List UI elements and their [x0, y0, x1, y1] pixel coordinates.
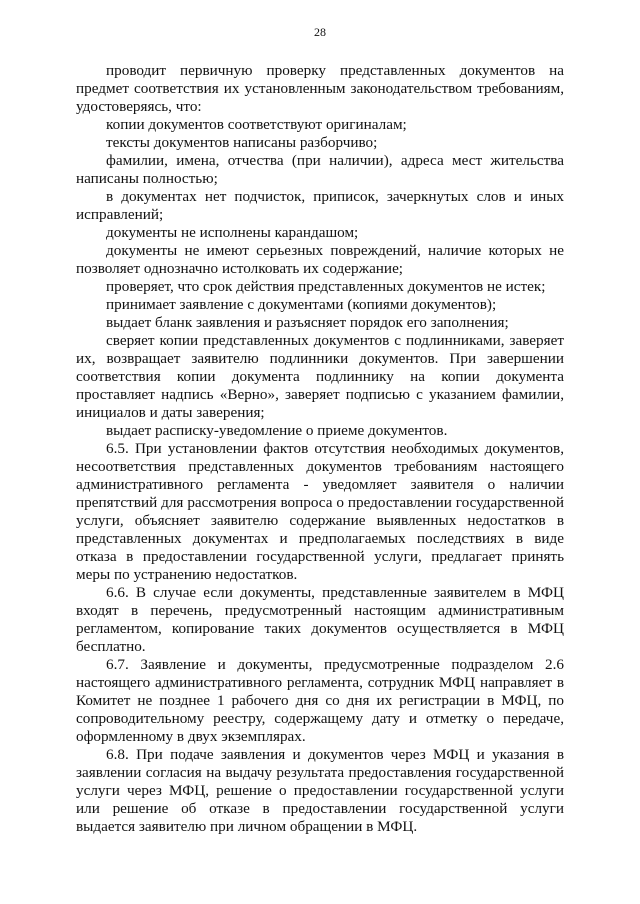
- list-item-no-pencil: документы не исполнены карандашом;: [106, 224, 359, 241]
- list-item-copies-match: копии документов соответствуют оригиналам;: [106, 116, 407, 133]
- list-item-receipt: выдает расписку-уведомление о приеме документов.: [106, 422, 448, 439]
- section-6-8: 6.8. При подаче заявления и документов через МФЦ и указания в заявлении согласия на выдачу результата предоставления государственной услуги через МФЦ, решение о предоставлении государственной услуги или решение об отказе в предоставлении государственной услуги выдается заявителю при личном обращении в МФЦ.: [76, 746, 564, 835]
- document-body: [76, 62, 564, 836]
- list-item-full-names: фамилии, имена, отчества (при наличии), адреса мест жительства написаны полностью;: [76, 152, 564, 187]
- list-item-validity: проверяет, что срок действия представленных документов не истек;: [106, 278, 546, 295]
- section-6-6: 6.6. В случае если документы, представленные заявителем в МФЦ входят в перечень, предусмотренный настоящим административным регламентом, копирование таких документов осуществляется в МФЦ бесплатно.: [76, 584, 564, 655]
- list-item-no-erasures: в документах нет подчисток, приписок, зачеркнутых слов и иных исправлений;: [76, 188, 564, 223]
- page-number: 28: [314, 25, 326, 39]
- list-item-accepts: принимает заявление с документами (копиями документов);: [106, 296, 497, 313]
- list-item-form: выдает бланк заявления и разъясняет порядок его заполнения;: [106, 314, 509, 331]
- section-6-7: 6.7. Заявление и документы, предусмотренные подразделом 2.6 настоящего административного регламента, сотрудник МФЦ направляет в Комитет не позднее 1 рабочего дня со дня их регистрации в МФЦ, по сопроводительному реестру, содержащему дату и отметку о передаче, оформленному в двух экземплярах.: [76, 656, 564, 745]
- list-item-no-damage: документы не имеют серьезных повреждений, наличие которых не позволяет однозначно истолковать их содержание;: [76, 242, 564, 277]
- section-6-5: 6.5. При установлении фактов отсутствия необходимых документов, несоответствия представленных документов требованиям настоящего административного регламента - уведомляет заявителя о наличии препятствий для рассмотрения вопроса о предоставлении государственной услуги, объясняет заявителю содержание выявленных недостатков в представленных документах и предполагаемых последствиях в виде отказа в предоставлении государственной услуги, предлагает принять меры по устранению недостатков.: [76, 440, 564, 583]
- list-item-legible: тексты документов написаны разборчиво;: [106, 134, 378, 151]
- paragraph-intro-check: проводит первичную проверку представленных документов на предмет соответствия их установленным законодательством требованиям, удостоверяясь, что:: [76, 62, 564, 115]
- list-item-verifies-copies: сверяет копии представленных документов с подлинниками, заверяет их, возвращает заявителю подлинники документов. При завершении соответствия копии документа подлиннику на копии документа проставляет надпись «Верно», заверяет подписью с указанием фамилии, инициалов и даты заверения;: [76, 332, 564, 421]
